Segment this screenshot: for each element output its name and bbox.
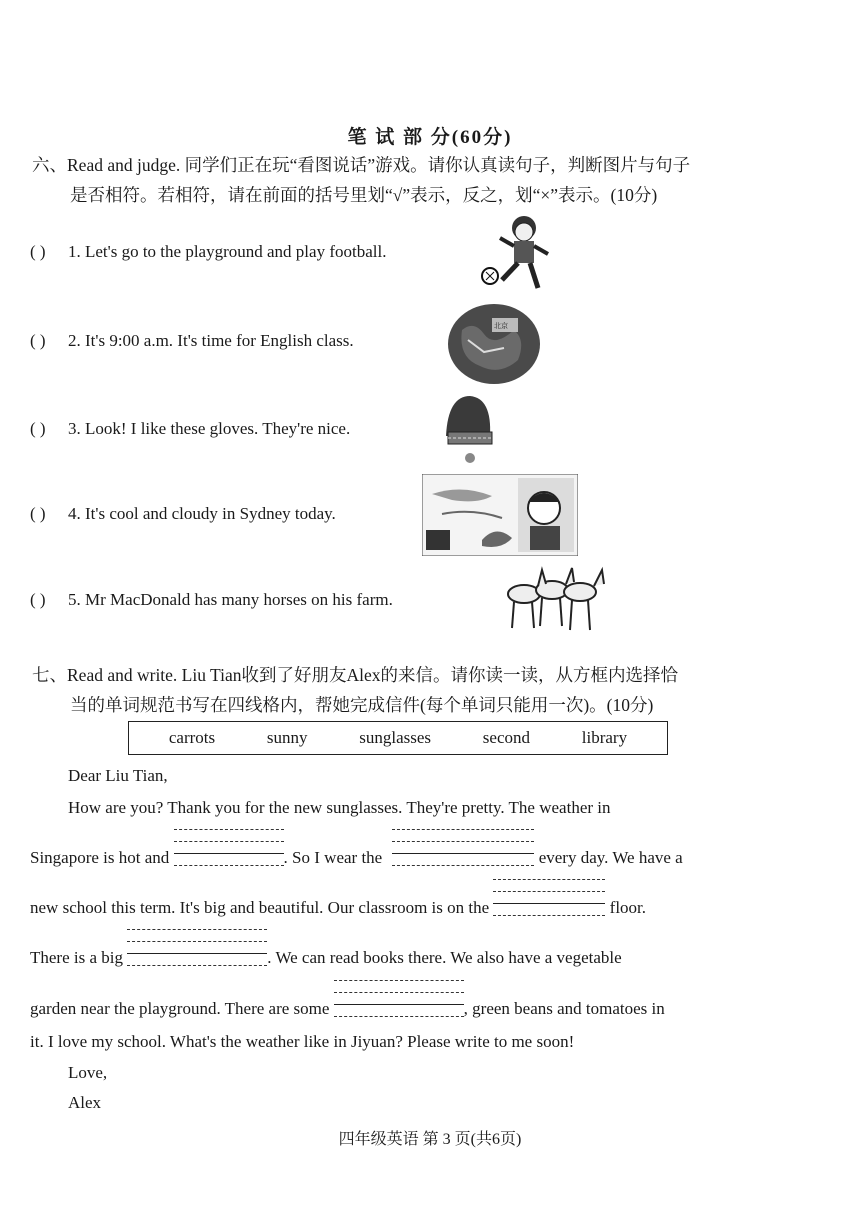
judge-sentence: 5. Mr MacDonald has many horses on his farm.: [68, 590, 393, 609]
letter-greeting: Dear Liu Tian,: [68, 766, 168, 785]
letter-line-2: [30, 841, 683, 869]
letter-line-3: [30, 891, 646, 919]
letter-line-4: [30, 941, 622, 969]
page-footer: 四年级英语 第 3 页(共6页): [338, 1131, 522, 1148]
part6-header-line2: 是否相符。若相符，请在前面的括号里划“√”表示，反之，划“×”表示。(10分): [70, 185, 658, 205]
blank-4-writing-lines[interactable]: [127, 941, 267, 969]
boy-in-wind-picture: [422, 474, 578, 556]
judge-item-3: [30, 419, 350, 439]
letter-text: Singapore is hot and: [30, 848, 170, 867]
judge-sentence: 2. It's 9:00 a.m. It's time for English class.: [68, 331, 354, 350]
letter-text: new school this term. It's big and beautiful. Our classroom is on the: [30, 898, 490, 917]
answer-bracket[interactable]: ( ): [30, 242, 46, 261]
judge-item-2: [30, 331, 354, 351]
part6-header-line1: 六、Read and judge. 同学们正在玩“看图说话”游戏。请你认真读句子，判断图片与句子: [32, 155, 691, 175]
goats-picture: [494, 556, 616, 638]
letter-text: There is a big: [30, 948, 123, 967]
letter-text: . So I wear the: [283, 848, 383, 867]
answer-bracket[interactable]: ( ): [30, 331, 46, 350]
judge-sentence: 3. Look! I like these gloves. They're nice.: [68, 419, 351, 438]
section-title: 笔 试 部 分(60分): [347, 127, 513, 148]
word-bank: [128, 721, 668, 755]
word-bank-item: carrots: [168, 728, 216, 747]
letter-line-6: it. I love my school. What's the weather like in Jiyuan? Please write to me soon!: [30, 1032, 575, 1051]
letter-closing: Love,: [68, 1063, 108, 1082]
judge-sentence: 1. Let's go to the playground and play football.: [68, 242, 387, 261]
blank-5-writing-lines[interactable]: [334, 992, 464, 1020]
word-bank-item: library: [581, 728, 628, 747]
letter-text: garden near the playground. There are some: [30, 999, 330, 1018]
letter-text: every day. We have a: [538, 848, 683, 867]
answer-bracket[interactable]: ( ): [30, 419, 46, 438]
letter-line-1: How are you? Thank you for the new sunglasses. They're pretty. The weather in: [68, 798, 611, 817]
part7-header-line2: 当的单词规范书写在四线格内，帮她完成信件(每个单词只能用一次)。(10分): [70, 695, 654, 715]
svg-text:北京: 北京: [494, 322, 508, 330]
part7-instructions: [32, 660, 802, 720]
letter-text: , green beans and tomatoes in: [463, 999, 665, 1018]
letter-text: floor.: [609, 898, 647, 917]
blank-1-writing-lines[interactable]: [174, 841, 284, 869]
part6-instructions: [32, 150, 802, 210]
word-bank-item: sunglasses: [359, 728, 432, 747]
map-picture: [444, 300, 542, 388]
boy-playing-football-picture: [476, 208, 556, 294]
word-bank-item: sunny: [266, 728, 308, 747]
letter-signature: Alex: [68, 1093, 102, 1112]
blank-3-writing-lines[interactable]: [493, 891, 605, 919]
answer-bracket[interactable]: ( ): [30, 590, 46, 609]
part7-header-line1: 七、Read and write. Liu Tian收到了好朋友Alex的来信。请你读一读，从方框内选择恰: [32, 665, 679, 685]
hat-picture: [440, 392, 496, 470]
blank-2-writing-lines[interactable]: [392, 841, 534, 869]
letter-text: . We can read books there. We also have a vegetable: [267, 948, 622, 967]
judge-sentence: 4. It's cool and cloudy in Sydney today.: [68, 504, 336, 523]
word-bank-item: second: [482, 728, 531, 747]
judge-item-4: [30, 504, 336, 524]
judge-item-1: [30, 242, 386, 262]
judge-item-5: [30, 590, 393, 610]
letter-line-5: [30, 992, 665, 1020]
answer-bracket[interactable]: ( ): [30, 504, 46, 523]
